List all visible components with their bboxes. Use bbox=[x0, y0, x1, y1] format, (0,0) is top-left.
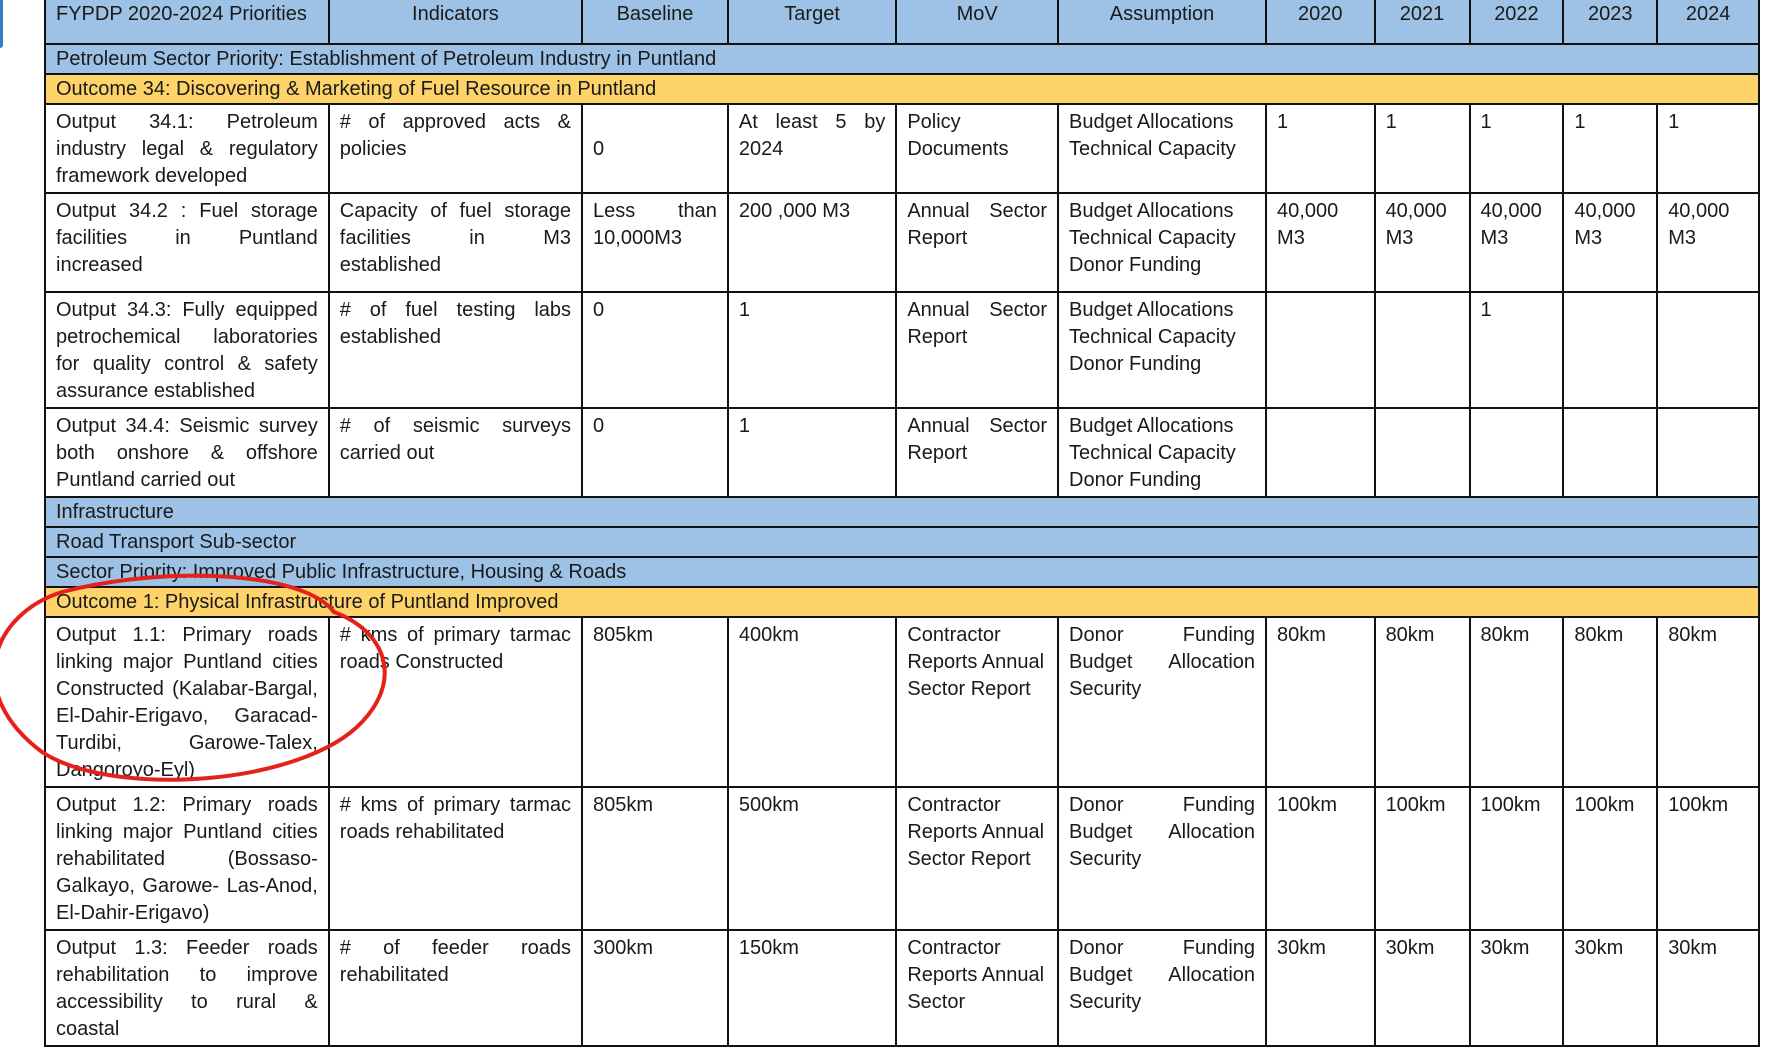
outcome-band bbox=[45, 74, 1759, 104]
year-2023-cell: 100km bbox=[1563, 787, 1657, 930]
year-2020-cell: 1 bbox=[1266, 104, 1375, 193]
target-cell: 1 bbox=[728, 408, 896, 497]
sector-priority-band: Sector Priority: Improved Public Infrastructure, Housing & Roads bbox=[45, 557, 1759, 587]
baseline-cell: 0 bbox=[582, 292, 728, 408]
outcome-34-band: Outcome 34: Discovering & Marketing of Fuel Resource in Puntland bbox=[45, 74, 1759, 104]
mov-cell: Contractor Reports Annual Sector bbox=[896, 930, 1058, 1046]
road-transport-band: Road Transport Sub-sector bbox=[45, 527, 1759, 557]
year-2020-cell bbox=[1266, 292, 1375, 408]
col-header-target: Target bbox=[728, 0, 896, 44]
assumption-line: Technical Capacity bbox=[1069, 227, 1236, 249]
mov-cell: Annual Sector Report bbox=[896, 193, 1058, 292]
baseline-cell bbox=[582, 104, 728, 193]
section-band bbox=[45, 497, 1759, 527]
target-cell: At least 5 by 2024 bbox=[728, 104, 896, 193]
assumption-cell bbox=[1058, 104, 1266, 193]
assumption-line: Technical Capacity bbox=[1069, 442, 1236, 464]
col-header-indicators: Indicators bbox=[329, 0, 582, 44]
year-2022-cell bbox=[1470, 408, 1564, 497]
target-cell: 1 bbox=[728, 292, 896, 408]
table-row bbox=[45, 930, 1759, 1046]
year-2023-cell: 80km bbox=[1563, 617, 1657, 787]
year-2021-cell: 80km bbox=[1375, 617, 1470, 787]
output-cell: Output 1.1: Primary roads linking major Puntland cities Constructed (Kalabar-Bargal, El-Dahir-Erigavo, Garacad-Turdibi, Garowe-Talex, Dangoroyo-Eyl) bbox=[45, 617, 329, 787]
indicator-cell: # of approved acts & policies bbox=[329, 104, 582, 193]
target-cell: 150km bbox=[728, 930, 896, 1046]
assumption-line: Donor Funding bbox=[1069, 624, 1256, 646]
assumption-line: Technical Capacity bbox=[1069, 138, 1236, 160]
mov-cell: Contractor Reports Annual Sector Report bbox=[896, 787, 1058, 930]
year-2022-cell: 30km bbox=[1470, 930, 1564, 1046]
mov-cell: Annual Sector Report bbox=[896, 292, 1058, 408]
col-header-assumption: Assumption bbox=[1058, 0, 1266, 44]
year-2021-cell: 100km bbox=[1375, 787, 1470, 930]
table-row bbox=[45, 787, 1759, 930]
assumption-line: Technical Capacity bbox=[1069, 326, 1236, 348]
output-cell: Output 34.4: Seismic survey both onshore & offshore Puntland carried out bbox=[45, 408, 329, 497]
left-edge-accent bbox=[0, 0, 3, 48]
col-header-2020: 2020 bbox=[1266, 0, 1375, 44]
table-row bbox=[45, 292, 1759, 408]
year-2024-cell: 30km bbox=[1657, 930, 1759, 1046]
year-2022-cell: 40,000 M3 bbox=[1470, 193, 1564, 292]
mov-cell: Contractor Reports Annual Sector Report bbox=[896, 617, 1058, 787]
indicator-cell: # of fuel testing labs established bbox=[329, 292, 582, 408]
year-2024-cell bbox=[1657, 408, 1759, 497]
year-2020-cell: 100km bbox=[1266, 787, 1375, 930]
results-framework-table bbox=[44, 0, 1760, 1047]
table-header-row bbox=[45, 0, 1759, 44]
indicator-cell: # of seismic surveys carried out bbox=[329, 408, 582, 497]
output-cell: Output 34.2 : Fuel storage facilities in Puntland increased bbox=[45, 193, 329, 292]
year-2020-cell: 80km bbox=[1266, 617, 1375, 787]
year-2020-cell bbox=[1266, 408, 1375, 497]
assumption-line: Donor Funding bbox=[1069, 937, 1256, 959]
section-band bbox=[45, 557, 1759, 587]
assumption-line: Budget Allocation bbox=[1069, 964, 1256, 986]
baseline-cell: 805km bbox=[582, 617, 728, 787]
year-2023-cell: 40,000 M3 bbox=[1563, 193, 1657, 292]
target-cell: 400km bbox=[728, 617, 896, 787]
output-cell: Output 1.3: Feeder roads rehabilitation to improve accessibility to rural & coastal bbox=[45, 930, 329, 1046]
table-row bbox=[45, 193, 1759, 292]
year-2021-cell: 40,000 M3 bbox=[1375, 193, 1470, 292]
indicator-cell: # of feeder roads rehabilitated bbox=[329, 930, 582, 1046]
year-2021-cell bbox=[1375, 292, 1470, 408]
petroleum-priority-band: Petroleum Sector Priority: Establishment of Petroleum Industry in Puntland bbox=[45, 44, 1759, 74]
assumption-cell bbox=[1058, 193, 1266, 292]
indicator-cell: Capacity of fuel storage facilities in M3 established bbox=[329, 193, 582, 292]
col-header-mov: MoV bbox=[896, 0, 1058, 44]
output-cell: Output 34.3: Fully equipped petrochemical laboratories for quality control & safety assurance established bbox=[45, 292, 329, 408]
col-header-2022: 2022 bbox=[1470, 0, 1564, 44]
target-cell: 200 ,000 M3 bbox=[728, 193, 896, 292]
year-2023-cell bbox=[1563, 292, 1657, 408]
indicator-cell: # kms of primary tarmac roads rehabilitated bbox=[329, 787, 582, 930]
col-header-priorities: FYPDP 2020-2024 Priorities bbox=[45, 0, 329, 44]
assumption-line: Donor Funding bbox=[1069, 353, 1202, 375]
assumption-line: Security bbox=[1069, 678, 1142, 700]
section-band bbox=[45, 527, 1759, 557]
assumption-cell bbox=[1058, 617, 1266, 787]
assumption-line: Budget Allocations bbox=[1069, 415, 1234, 437]
baseline-cell: Less than 10,000M3 bbox=[582, 193, 728, 292]
col-header-2021: 2021 bbox=[1375, 0, 1470, 44]
year-2024-cell: 80km bbox=[1657, 617, 1759, 787]
table-row bbox=[45, 408, 1759, 497]
assumption-line: Budget Allocations bbox=[1069, 200, 1234, 222]
col-header-baseline: Baseline bbox=[582, 0, 728, 44]
year-2023-cell: 30km bbox=[1563, 930, 1657, 1046]
year-2024-cell: 100km bbox=[1657, 787, 1759, 930]
year-2020-cell: 40,000 M3 bbox=[1266, 193, 1375, 292]
assumption-line: Budget Allocations bbox=[1069, 111, 1234, 133]
target-cell: 500km bbox=[728, 787, 896, 930]
col-header-2024: 2024 bbox=[1657, 0, 1759, 44]
indicator-cell: # kms of primary tarmac roads Constructed bbox=[329, 617, 582, 787]
table-row bbox=[45, 617, 1759, 787]
assumption-line: Security bbox=[1069, 848, 1142, 870]
mov-cell: Annual Sector Report bbox=[896, 408, 1058, 497]
baseline-cell: 805km bbox=[582, 787, 728, 930]
baseline-value: 0 bbox=[593, 138, 605, 160]
assumption-line: Budget Allocation bbox=[1069, 821, 1256, 843]
year-2021-cell: 30km bbox=[1375, 930, 1470, 1046]
assumption-cell bbox=[1058, 930, 1266, 1046]
assumption-line: Budget Allocations bbox=[1069, 299, 1234, 321]
assumption-cell bbox=[1058, 292, 1266, 408]
year-2023-cell bbox=[1563, 408, 1657, 497]
table-row bbox=[45, 104, 1759, 193]
year-2022-cell: 80km bbox=[1470, 617, 1564, 787]
assumption-cell bbox=[1058, 787, 1266, 930]
assumption-line: Donor Funding bbox=[1069, 254, 1202, 276]
outcome-band bbox=[45, 587, 1759, 617]
year-2021-cell: 1 bbox=[1375, 104, 1470, 193]
year-2024-cell: 40,000 M3 bbox=[1657, 193, 1759, 292]
assumption-cell bbox=[1058, 408, 1266, 497]
mov-cell: Policy Documents bbox=[896, 104, 1058, 193]
year-2024-cell: 1 bbox=[1657, 104, 1759, 193]
infrastructure-band: Infrastructure bbox=[45, 497, 1759, 527]
year-2020-cell: 30km bbox=[1266, 930, 1375, 1046]
assumption-line: Budget Allocation bbox=[1069, 651, 1256, 673]
year-2022-cell: 100km bbox=[1470, 787, 1564, 930]
year-2023-cell: 1 bbox=[1563, 104, 1657, 193]
year-2021-cell bbox=[1375, 408, 1470, 497]
year-2024-cell bbox=[1657, 292, 1759, 408]
baseline-cell: 0 bbox=[582, 408, 728, 497]
assumption-line: Security bbox=[1069, 991, 1142, 1013]
year-2022-cell: 1 bbox=[1470, 104, 1564, 193]
output-cell: Output 1.2: Primary roads linking major Puntland cities rehabilitated (Bossaso-Galkayo, Garowe- Las-Anod, El-Dahir-Erigavo) bbox=[45, 787, 329, 930]
outcome-1-band: Outcome 1: Physical Infrastructure of Puntland Improved bbox=[45, 587, 1759, 617]
document-page bbox=[44, 0, 1760, 1040]
assumption-line: Donor Funding bbox=[1069, 794, 1256, 816]
col-header-2023: 2023 bbox=[1563, 0, 1657, 44]
output-cell: Output 34.1: Petroleum industry legal & regulatory framework developed bbox=[45, 104, 329, 193]
assumption-line: Donor Funding bbox=[1069, 469, 1202, 491]
year-2022-cell: 1 bbox=[1470, 292, 1564, 408]
baseline-cell: 300km bbox=[582, 930, 728, 1046]
section-band bbox=[45, 44, 1759, 74]
